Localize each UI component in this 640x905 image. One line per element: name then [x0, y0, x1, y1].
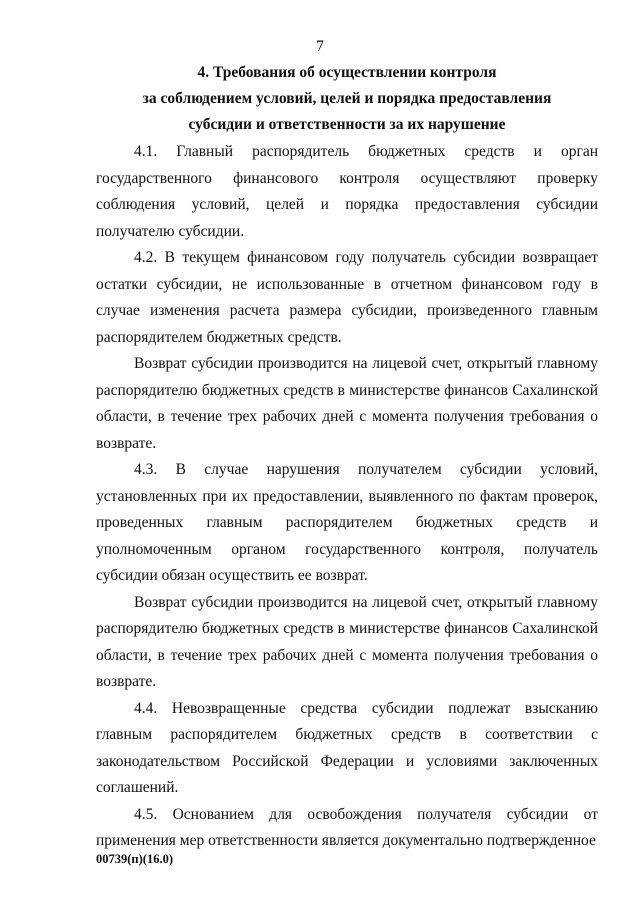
paragraph-4-1: 4.1. Главный распорядитель бюджетных средств и орган государственного финансового контроля осуществляют проверку соблюдения условий, целей и порядка предоставления субсидии получателю субсидии.: [96, 143, 598, 240]
document-body: [96, 139, 598, 855]
paragraph-4-5: 4.5. Основанием для освобождения получателя субсидии от применения мер ответственности является документально подтвержденное: [96, 805, 598, 849]
paragraph-refund-1: Возврат субсидии производится на лицевой счет, открытый главному распорядителю бюджетных средств в министерстве финансов Сахалинской области, в течение трех рабочих дней с момента получения требования о возврате.: [96, 355, 598, 452]
document-code: 00739(п)(16.0): [96, 852, 173, 866]
section-heading: [96, 60, 598, 138]
heading-line: субсидии и ответственности за их нарушение: [188, 116, 506, 133]
page-number: 7: [316, 38, 324, 55]
heading-line: за соблюдением условий, целей и порядка предоставления: [142, 90, 552, 107]
paragraph-4-3: 4.3. В случае нарушения получателем субсидии условий, установленных при их предоставлении, выявленного по фактам проверок, проведенных главным распорядителем бюджетных средств и уполномоченным органом государственного контроля, получатель субсидии обязан осуществить ее возврат.: [96, 461, 598, 584]
paragraph-refund-2: Возврат субсидии производится на лицевой счет, открытый главному распорядителю бюджетных средств в министерстве финансов Сахалинской области, в течение трех рабочих дней с момента получения требования о возврате.: [96, 593, 598, 690]
paragraph-4-4: 4.4. Невозвращенные средства субсидии подлежат взысканию главным распорядителем бюджетных средств в соответствии с законодательством Российской Федерации и условиями заключенных соглашений.: [96, 699, 598, 796]
heading-line: 4. Требования об осуществлении контроля: [197, 64, 497, 81]
paragraph-4-2: 4.2. В текущем финансовом году получатель субсидии возвращает остатки субсидии, не использованные в отчетном финансовом году в случае изменения расчета размера субсидии, произведенного главным распорядителем бюджетных средств.: [96, 249, 598, 346]
